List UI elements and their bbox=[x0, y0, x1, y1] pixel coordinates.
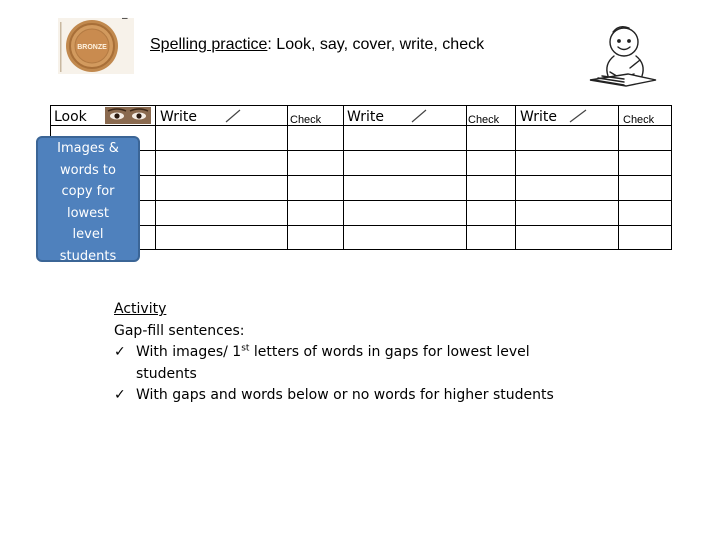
note-line: lowest bbox=[66, 205, 110, 221]
item-superscript: st bbox=[241, 343, 250, 354]
write-label-3: Write bbox=[520, 109, 557, 125]
note-box bbox=[36, 136, 140, 262]
medal-label: BRONZE bbox=[77, 44, 107, 51]
item-text: letters of words in gaps for lowest level bbox=[249, 344, 530, 360]
item-text: students bbox=[136, 365, 197, 382]
note-line: copy for bbox=[61, 184, 115, 199]
item-text: With images/ 1 bbox=[136, 344, 242, 360]
look-label: Look bbox=[54, 109, 87, 125]
child-writing-image bbox=[584, 16, 660, 100]
activity-item bbox=[114, 342, 554, 385]
eyes-image bbox=[105, 107, 151, 124]
activity-title: Activity bbox=[114, 301, 167, 317]
note-line: level bbox=[72, 227, 104, 242]
item-text: With gaps and words below or no words for higher students bbox=[136, 387, 554, 403]
write-label-2: Write bbox=[347, 109, 384, 125]
activity-item bbox=[114, 385, 554, 407]
header-dash: – bbox=[122, 13, 128, 24]
write-label-1: Write bbox=[160, 109, 197, 125]
note-line: Images & bbox=[57, 141, 119, 156]
bronze-medal-image bbox=[58, 18, 134, 74]
check-label-3: Check bbox=[623, 114, 655, 126]
note-line: students bbox=[59, 248, 117, 264]
check-mark-icon: ✓ bbox=[114, 387, 126, 403]
check-mark-icon: ✓ bbox=[114, 344, 126, 360]
title-underlined: Spelling practice bbox=[150, 36, 268, 53]
check-label-1: Check bbox=[290, 114, 322, 126]
activity-section bbox=[114, 299, 554, 407]
spelling-grid bbox=[50, 105, 672, 250]
note-line: words to bbox=[60, 162, 116, 178]
title-rest: : Look, say, cover, write, check bbox=[267, 36, 485, 53]
check-label-2: Check bbox=[468, 114, 500, 126]
page-title bbox=[150, 36, 484, 54]
activity-subtitle: Gap-fill sentences: bbox=[114, 322, 245, 339]
